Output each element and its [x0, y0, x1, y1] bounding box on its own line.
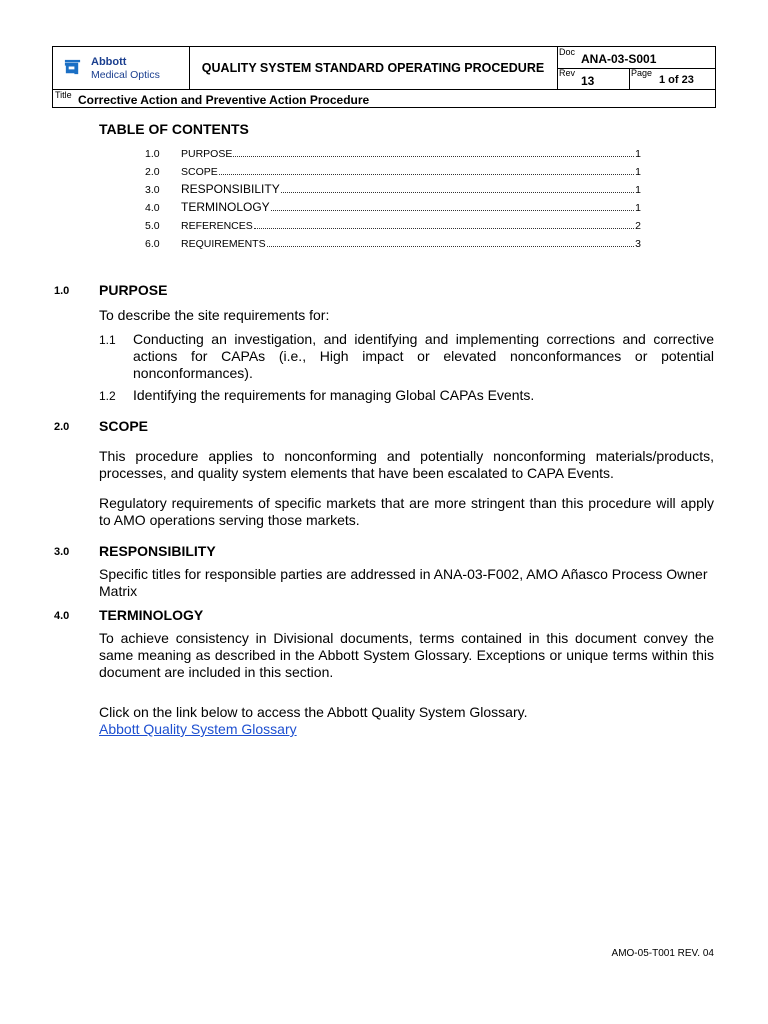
abbott-logo-icon — [63, 58, 82, 77]
toc-leader — [219, 173, 634, 175]
toc-leader — [254, 227, 634, 229]
toc-item-page: 2 — [635, 220, 641, 232]
purpose-item-text: Identifying the requirements for managing Global CAPAs Events. — [133, 387, 535, 403]
toc-item-page: 3 — [635, 238, 641, 250]
doc-number-cell — [557, 47, 715, 69]
company-division: Medical Optics — [91, 69, 160, 81]
scope-paragraph: Regulatory requirements of specific markets that are more stringent than this procedure will apply to AMO operations serving those markets. — [99, 495, 714, 528]
section-heading-scope: SCOPE — [99, 418, 149, 434]
company-name: Abbott — [91, 56, 127, 68]
section-number: 2.0 — [54, 421, 70, 433]
purpose-intro: To describe the site requirements for: — [99, 307, 330, 323]
glossary-link-intro: Click on the link below to access the Abbott Quality System Glossary. — [99, 704, 528, 720]
sop-title: QUALITY SYSTEM STANDARD OPERATING PROCEDURE — [189, 47, 558, 89]
subsection-number: 1.1 — [99, 333, 116, 347]
toc-item[interactable] — [145, 198, 641, 214]
toc-item-number: 4.0 — [145, 202, 160, 214]
toc-item-label: RESPONSIBILITY — [181, 182, 280, 196]
doc-number: ANA-03-S001 — [581, 52, 657, 66]
section-number: 1.0 — [54, 285, 70, 297]
section-heading-purpose: PURPOSE — [99, 282, 168, 298]
toc-heading: TABLE OF CONTENTS — [99, 121, 249, 137]
terminology-paragraph: To achieve consistency in Divisional documents, terms contained in this document convey the same meaning as described in the Abbott System Glossary. Exceptions or unique terms within this document are included in this section. — [99, 630, 714, 680]
doc-label: Doc — [559, 47, 576, 57]
toc-item[interactable] — [145, 216, 641, 232]
revision-cell — [557, 68, 630, 89]
page-cell — [629, 68, 715, 89]
scope-paragraph: This procedure applies to nonconforming and potentially nonconforming materials/products, processes, and quality system elements that have been escalated to CAPA Events. — [99, 448, 714, 481]
toc-item[interactable] — [145, 234, 641, 250]
toc-item[interactable] — [145, 162, 641, 178]
section-heading-responsibility: RESPONSIBILITY — [99, 543, 216, 559]
section-number: 4.0 — [54, 610, 70, 622]
toc-item-page: 1 — [635, 184, 641, 196]
toc-item-page: 1 — [635, 148, 641, 160]
toc-item-number: 1.0 — [145, 148, 160, 160]
toc-leader — [267, 245, 635, 247]
section-heading-terminology: TERMINOLOGY — [99, 607, 204, 623]
toc-item[interactable] — [145, 180, 641, 196]
toc-item-label: PURPOSE — [181, 148, 233, 160]
toc-item-page: 1 — [635, 202, 641, 214]
rev-label: Rev — [559, 68, 576, 78]
toc-item-number: 3.0 — [145, 184, 160, 196]
toc-item-number: 6.0 — [145, 238, 160, 250]
toc-item-label: TERMINOLOGY — [181, 200, 270, 214]
toc-leader — [271, 209, 634, 211]
subsection-number: 1.2 — [99, 389, 116, 403]
document-title: Corrective Action and Preventive Action Procedure — [78, 93, 370, 107]
purpose-item-text: Conducting an investigation, and identifying and implementing corrections and corrective actions for CAPAs (i.e., High impact or elevated nonconformances or potential nonconformances). — [133, 331, 714, 381]
toc-item-number: 2.0 — [145, 166, 160, 178]
document-header — [52, 46, 716, 108]
title-row — [53, 89, 715, 108]
toc-item-label: SCOPE — [181, 166, 218, 178]
page-label: Page — [631, 68, 653, 78]
page-number: 1 of 23 — [659, 74, 694, 86]
responsibility-paragraph: Specific titles for responsible parties are addressed in ANA-03-F002, AMO Añasco Process Owner Matrix — [99, 566, 708, 599]
toc-leader — [281, 191, 634, 193]
revision-number: 13 — [581, 74, 595, 88]
toc-item-label: REQUIREMENTS — [181, 238, 266, 250]
toc-item-label: REFERENCES — [181, 220, 253, 232]
toc-item[interactable] — [145, 144, 641, 160]
toc-leader — [233, 155, 634, 157]
toc-item-number: 5.0 — [145, 220, 160, 232]
form-footer: AMO-05-T001 REV. 04 — [611, 948, 714, 959]
title-label: Title — [55, 90, 72, 100]
section-number: 3.0 — [54, 546, 70, 558]
glossary-link[interactable]: Abbott Quality System Glossary — [99, 721, 297, 737]
company-logo — [53, 47, 190, 89]
toc-item-page: 1 — [635, 166, 641, 178]
